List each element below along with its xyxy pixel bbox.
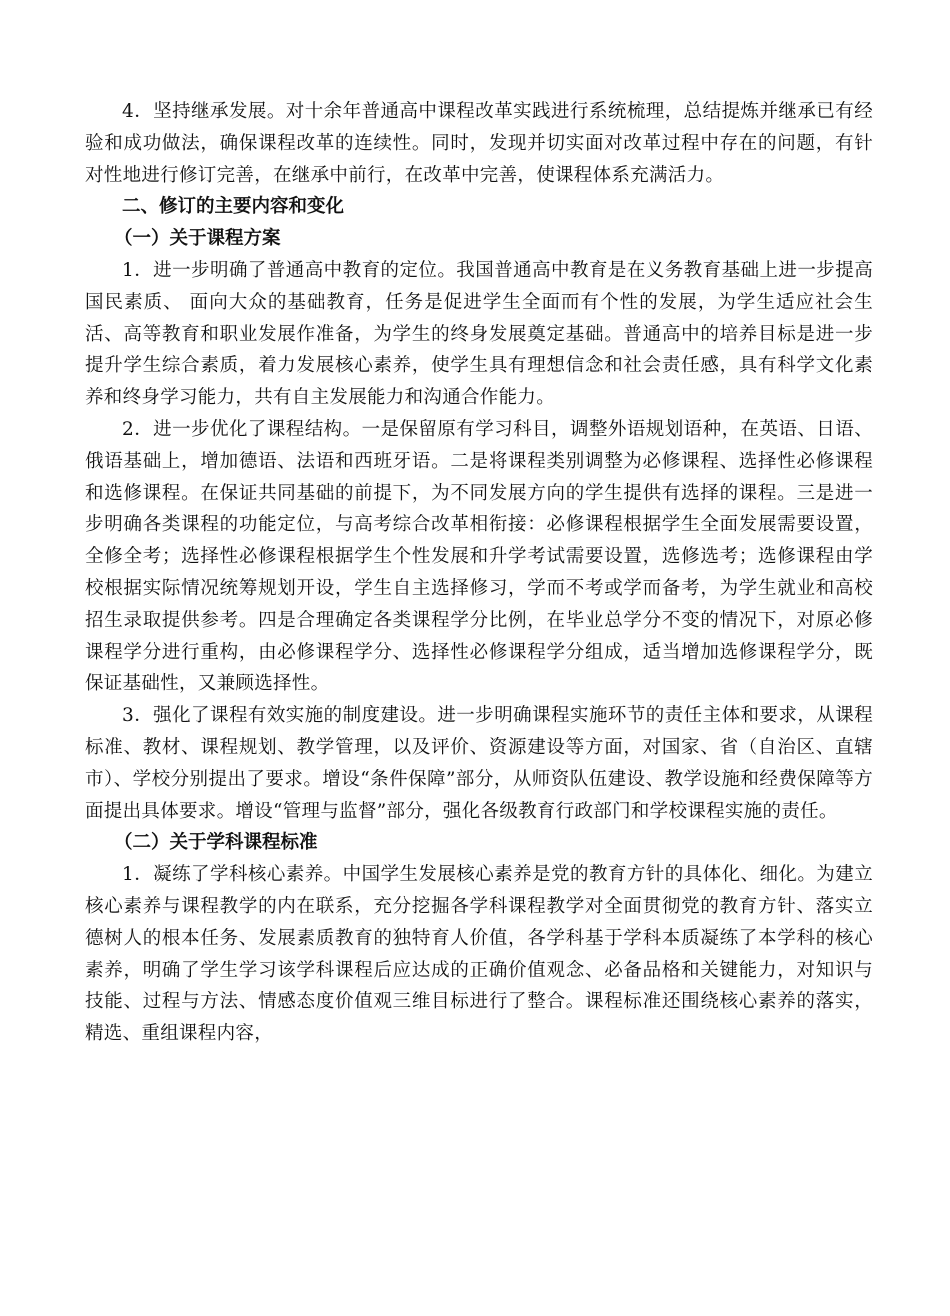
document-body: [85, 96, 873, 1050]
paragraph-plan-3: 3．强化了课程有效实施的制度建设。进一步明确课程实施环节的责任主体和要求，从课程标准、教材、课程规划、教学管理，以及评价、资源建设等方面，对国家、省（自治区、直辖市）、学校分别提出了要求。增设“条件保障”部分，从师资队伍建设、教学设施和经费保障等方面提出具体要求。增设“管理与监督”部分，强化各级教育行政部门和学校课程实施的责任。: [85, 705, 873, 822]
paragraph-plan-2: 2．进一步优化了课程结构。一是保留原有学习科目，调整外语规划语种，在英语、日语、俄语基础上，增加德语、法语和西班牙语。二是将课程类别调整为必修课程、选择性必修课程和选修课程。在保证共同基础的前提下，为不同发展方向的学生提供有选择的课程。三是进一步明确各类课程的功能定位，与高考综合改革相衔接：必修课程根据学生全面发展需要设置，全修全考；选择性必修课程根据学生个性发展和升学考试需要设置，选修选考；选修课程由学校根据实际情况统筹规划开设，学生自主选择修习，学而不考或学而备考，为学生就业和高校招生录取提供参考。四是合理确定各类课程学分比例，在毕业总学分不变的情况下，对原必修课程学分进行重构，由必修课程学分、选择性必修课程学分组成，适当增加选修课程学分，既保证基础性，又兼顾选择性。: [85, 418, 873, 695]
subsection-heading-subject-standards: （二）关于学科课程标准: [114, 832, 318, 854]
paragraph-plan-1: 1．进一步明确了普通高中教育的定位。我国普通高中教育是在义务教育基础上进一步提高国民素质、 面向大众的基础教育，任务是促进学生全面而有个性的发展，为学生适应社会生活、高等教育和职业发展作准备，为学生的终身发展奠定基础。普通高中的培养目标是进一步提升学生综合素质，着力发展核心素养，使学生具有理想信念和社会责任感，具有科学文化素养和终身学习能力，共有自主发展能力和沟通合作能力。: [85, 259, 873, 409]
paragraph-principle-4: 4．坚持继承发展。对十余年普通高中课程改革实践进行系统梳理，总结提炼并继承已有经验和成功做法，确保课程改革的连续性。同时，发现并切实面对改革过程中存在的问题，有针对性地进行修订完善，在继承中前行，在改革中完善，使课程体系充满活力。: [85, 101, 873, 186]
subsection-heading-curriculum-plan: （一）关于课程方案: [114, 228, 281, 250]
paragraph-standards-1: 1．凝练了学科核心素养。中国学生发展核心素养是党的教育方针的具体化、细化。为建立核心素养与课程教学的内在联系，充分挖掘各学科课程教学对全面贯彻党的教育方针、落实立德树人的根本任务、发展素质教育的独特育人价值，各学科基于学科本质凝练了本学科的核心素养，明确了学生学习该学科课程后应达成的正确价值观念、必备品格和关键能力，对知识与技能、过程与方法、情感态度价值观三维目标进行了整合。课程标准还围绕核心素养的落实，精选、重组课程内容，: [85, 864, 873, 1045]
section-heading-revisions: 二、修订的主要内容和变化: [122, 196, 345, 218]
